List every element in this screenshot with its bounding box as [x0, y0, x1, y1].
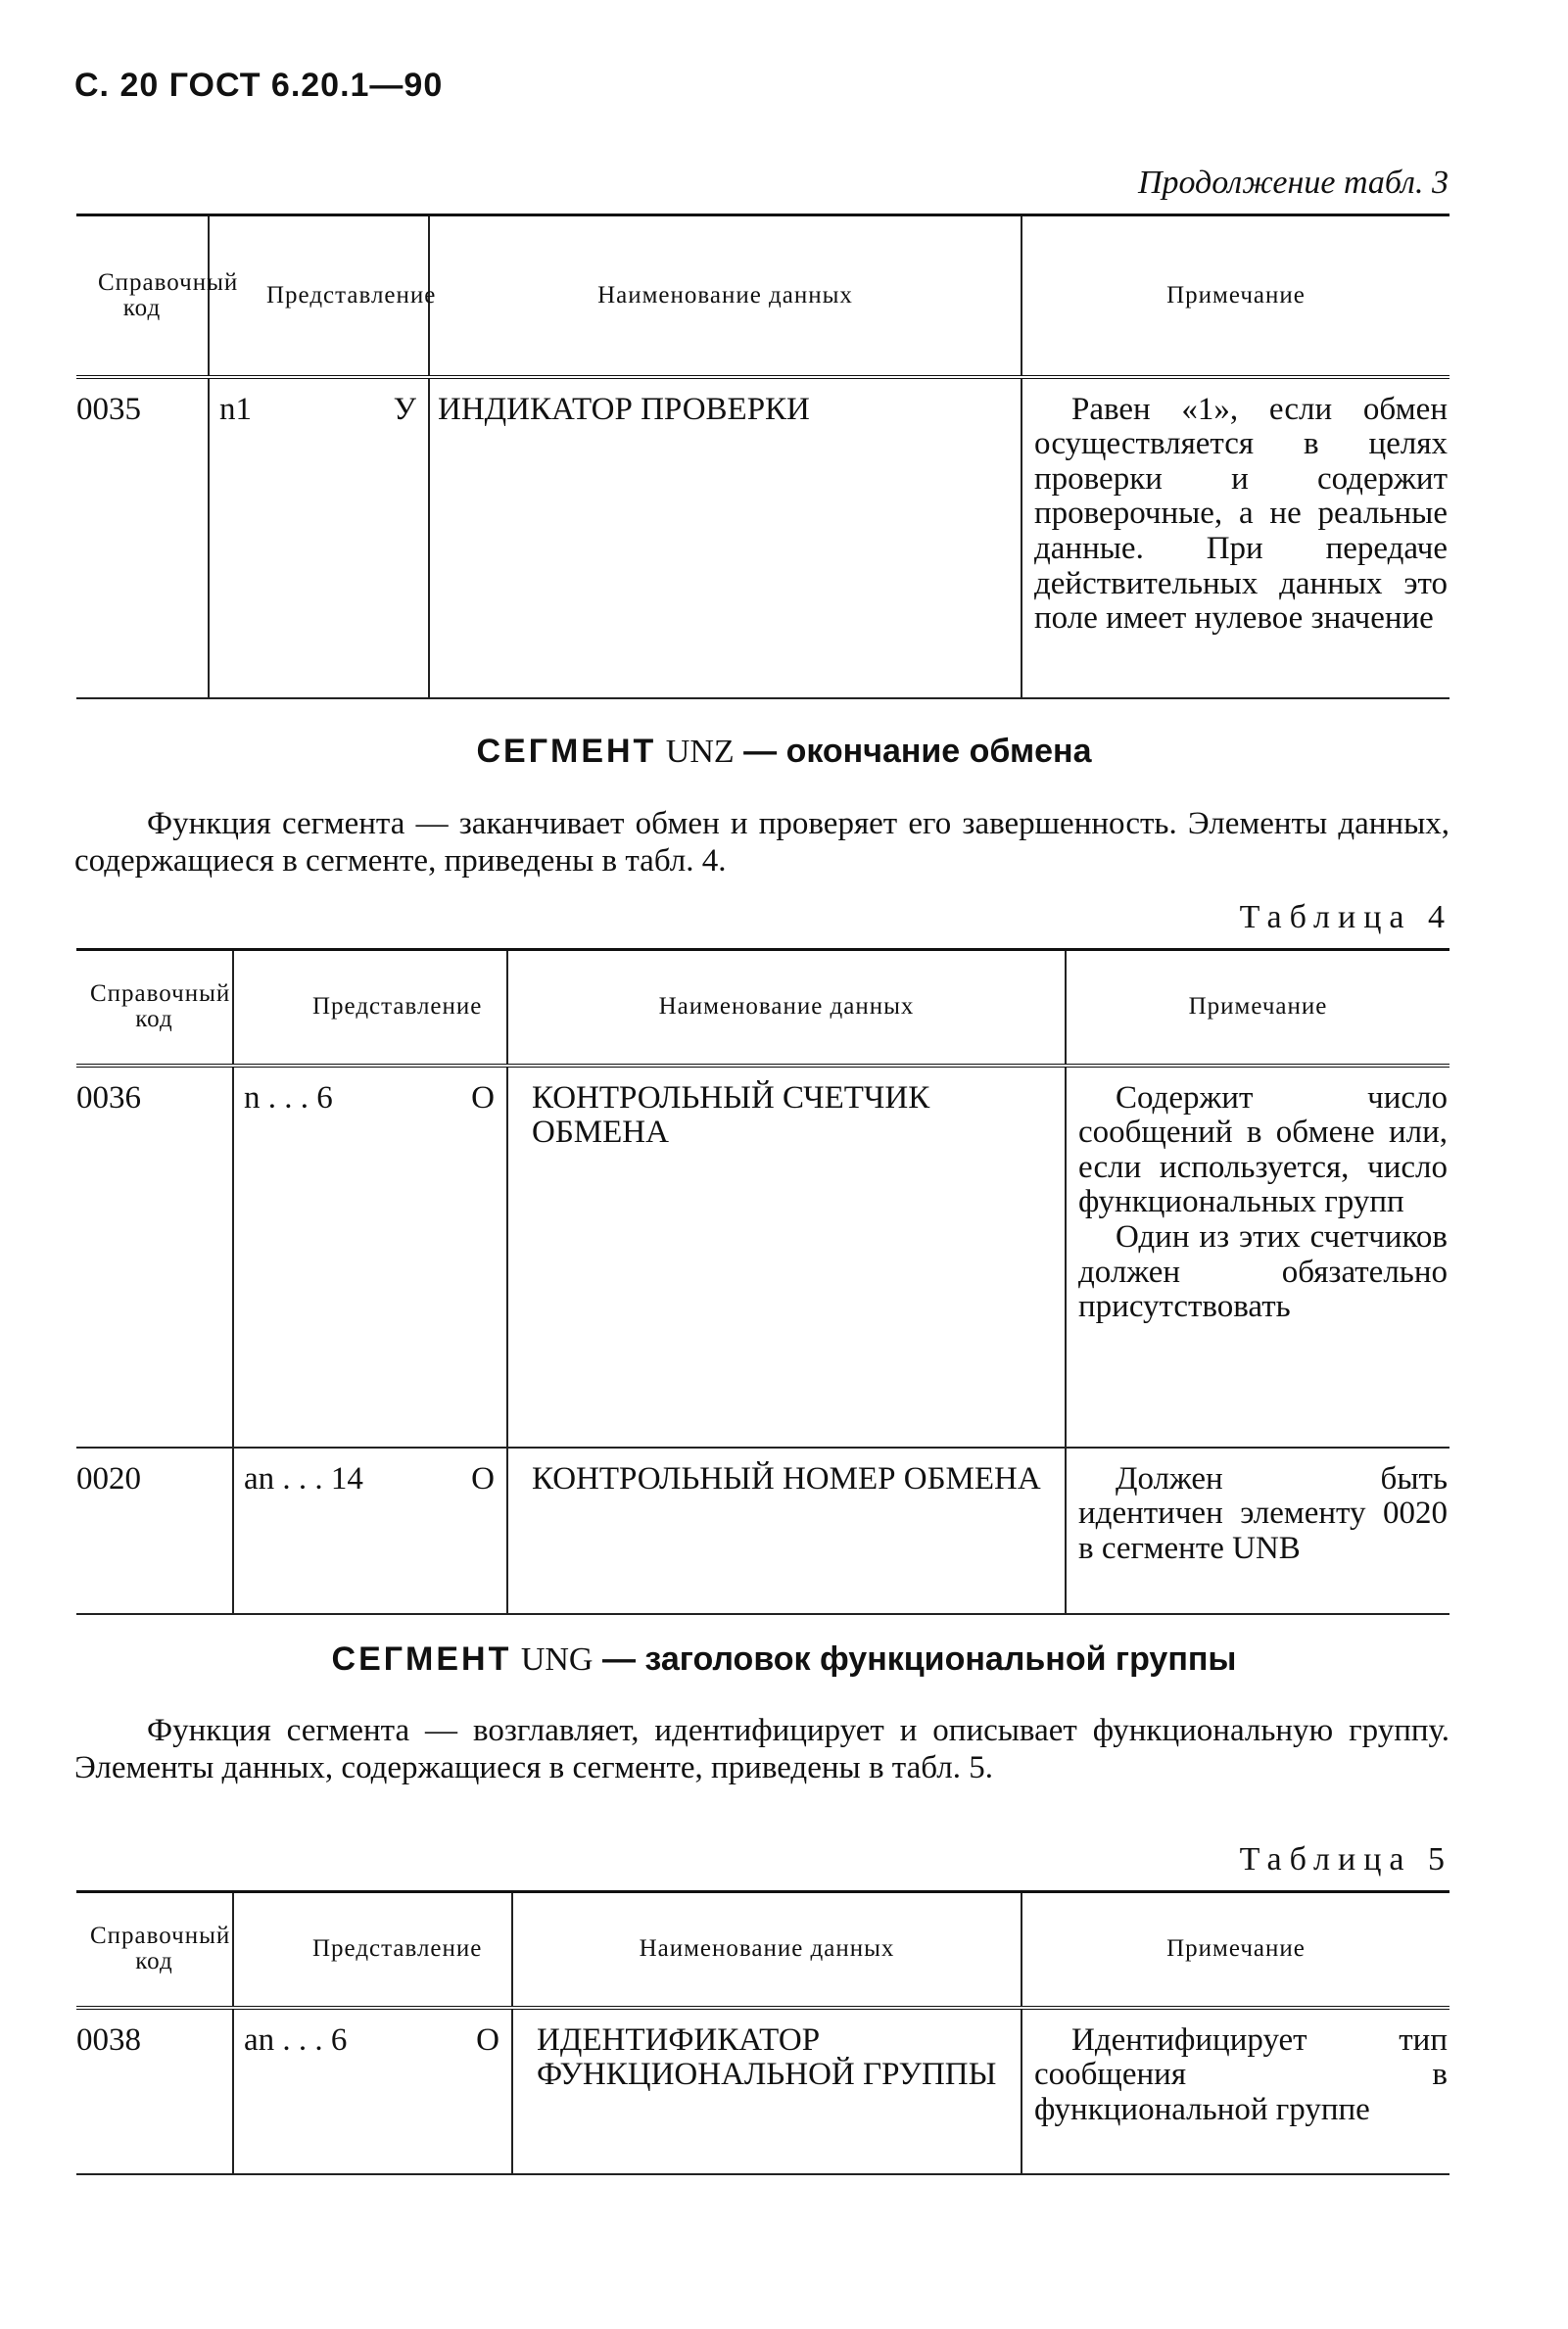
- segment-unz-text: [74, 805, 1449, 879]
- table-row: [76, 1448, 1449, 1614]
- segment-code: UNZ: [665, 734, 735, 770]
- row-format: an . . . 6: [244, 2021, 348, 2058]
- row-note: [1022, 2008, 1449, 2174]
- note-paragraph: Должен быть идентичен элементу 0020 в сегменте UNB: [1078, 1460, 1448, 1566]
- row-representation: [233, 2008, 512, 2174]
- row-note: [1066, 1448, 1449, 1614]
- row-status: О: [471, 1460, 495, 1497]
- row-representation: [233, 1066, 507, 1448]
- table3-continuation: [76, 214, 1449, 699]
- row-format: n1: [219, 391, 252, 427]
- table5-caption: Таблица 5: [1239, 1841, 1452, 1877]
- column-header-code: Справочный код: [76, 1892, 233, 2008]
- table5: [76, 1890, 1449, 2175]
- note-paragraph: Один из этих счетчиков должен обязательно присутствовать: [1078, 1219, 1448, 1325]
- row-code: 0035: [76, 377, 209, 698]
- page-header: С. 20 ГОСТ 6.20.1—90: [74, 67, 444, 104]
- column-header-note: Примечание: [1022, 1892, 1449, 2008]
- row-data-name: КОНТРОЛЬНЫЙ СЧЕТЧИК ОБМЕНА: [507, 1066, 1066, 1448]
- column-header-data-name: Наименование данных: [429, 215, 1022, 377]
- table-row: [76, 377, 1449, 698]
- column-header-representation: Представление: [209, 215, 429, 377]
- table4: [76, 948, 1449, 1615]
- table-row: [76, 1066, 1449, 1448]
- column-header-code: Справочный код: [76, 950, 233, 1066]
- column-header-code: Справочный код: [76, 215, 209, 377]
- row-code: 0038: [76, 2008, 233, 2174]
- column-header-representation: Представление: [233, 1892, 512, 2008]
- segment-ung-title: [0, 1640, 1568, 1679]
- row-status: О: [471, 1079, 495, 1116]
- segment-description: — окончание обмена: [743, 733, 1092, 770]
- segment-ung-text: [74, 1712, 1449, 1786]
- note-paragraph: Идентифицирует тип сообщения в функциональной группе: [1034, 2021, 1448, 2127]
- row-note: [1066, 1066, 1449, 1448]
- segment-ung-paragraph: Функция сегмента — возглавляет, идентифицирует и описывает функциональную группу. Элементы данных, содержащиеся в сегменте, приведены в табл. 5.: [74, 1713, 1449, 1785]
- segment-unz-paragraph: Функция сегмента — заканчивает обмен и проверяет его завершенность. Элементы данных, содержащиеся в сегменте, приведены в табл. 4.: [74, 806, 1449, 879]
- row-format: n . . . 6: [244, 1079, 333, 1116]
- row-data-name: ИНДИКАТОР ПРОВЕРКИ: [429, 377, 1022, 698]
- table3-continuation-caption: Продолжение табл. 3: [1137, 165, 1449, 201]
- table-row: [76, 2008, 1449, 2174]
- column-header-data-name: Наименование данных: [507, 950, 1066, 1066]
- table4-caption: Таблица 4: [1239, 899, 1452, 935]
- segment-word: СЕГМЕНТ: [476, 733, 657, 770]
- segment-unz-title: [0, 733, 1568, 771]
- row-representation: [209, 377, 429, 698]
- row-representation: [233, 1448, 507, 1614]
- segment-code: UNG: [520, 1641, 594, 1678]
- note-paragraph: Равен «1», если обмен осуществляется в целях проверки и содержит проверочные, а не реальные данные. При передаче действительных данных это поле имеет нулевое значение: [1034, 391, 1448, 637]
- row-status: О: [476, 2021, 499, 2058]
- column-header-data-name: Наименование данных: [512, 1892, 1022, 2008]
- column-header-note: Примечание: [1022, 215, 1449, 377]
- row-status: У: [393, 391, 416, 427]
- row-format: an . . . 14: [244, 1460, 363, 1497]
- note-paragraph: Содержит число сообщений в обмене или, если используется, число функциональных групп: [1078, 1079, 1448, 1220]
- column-header-representation: Представление: [233, 950, 507, 1066]
- row-code: 0036: [76, 1066, 233, 1448]
- row-data-name: ИДЕНТИФИКАТОР ФУНКЦИОНАЛЬНОЙ ГРУППЫ: [512, 2008, 1022, 2174]
- row-note: [1022, 377, 1449, 698]
- segment-description: — заголовок функциональной группы: [601, 1640, 1237, 1678]
- row-data-name: КОНТРОЛЬНЫЙ НОМЕР ОБМЕНА: [507, 1448, 1066, 1614]
- row-code: 0020: [76, 1448, 233, 1614]
- column-header-note: Примечание: [1066, 950, 1449, 1066]
- segment-word: СЕГМЕНТ: [331, 1640, 512, 1678]
